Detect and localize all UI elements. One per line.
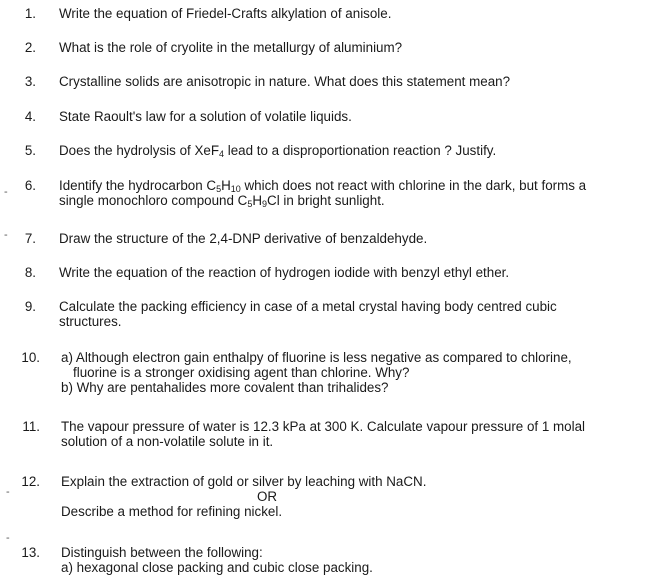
question-text: Crystalline solids are anisotropic in nature. What does this statement mean? [59, 74, 511, 89]
question-text: Write the equation of the reaction of hydrogen iodide with benzyl ethyl ether. [59, 265, 510, 280]
margin-mark: - [4, 186, 8, 198]
margin-mark: - [6, 532, 10, 544]
margin-mark: - [6, 486, 10, 498]
question-number: 8. [24, 265, 36, 280]
question-text: Write the equation of Friedel-Crafts alkylation of anisole. [59, 6, 392, 21]
question-number: 10. [21, 350, 40, 365]
question-number: 5. [24, 143, 36, 158]
or-separator: OR [257, 489, 278, 504]
question-number: 7. [24, 231, 36, 246]
question-number: 6. [24, 178, 36, 193]
question-text: Draw the structure of the 2,4-DNP derivative of benzaldehyde. [59, 231, 428, 246]
question-number: 4. [24, 109, 36, 124]
question-text: Explain the extraction of gold or silver by leaching with NaCN. OR Describe a method for refining nickel. [61, 474, 661, 519]
question-text: The vapour pressure of water is 12.3 kPa at 300 K. Calculate vapour pressure of 1 molal solution of a non-volatile solute in it. [61, 419, 586, 449]
question-number: 1. [24, 6, 36, 21]
question-text: Identify the hydrocarbon $C_5H_{10}$ which does not react with chlorine in the dark, but forms a single monochloro compound $C_5H_9Cl$ in bright sunlight. [59, 178, 587, 209]
question-number: 11. [22, 419, 40, 434]
question-text: State Raoult's law for a solution of volatile liquids. [59, 109, 352, 124]
question-number: 12. [21, 474, 40, 489]
question-number: 9. [24, 299, 36, 314]
question-number: 2. [24, 40, 36, 55]
question-text: Distinguish between the following: a) hexagonal close packing and cubic close packing. [61, 545, 373, 575]
margin-mark: - [4, 229, 8, 241]
question-text: What is the role of cryolite in the metallurgy of aluminium? [59, 40, 403, 55]
question-text: a) Although electron gain enthalpy of fluorine is less negative as compared to chlorine, fluorine is a stronger oxidising agent than chlorine. Why? b) Why are pentahalides more covalent than trihalides? [61, 350, 572, 395]
question-number: 3. [24, 74, 36, 89]
question-number: 13. [21, 545, 40, 560]
question-text: Calculate the packing efficiency in case of a metal crystal having body centred cubic structures. [59, 299, 557, 329]
question-text: Does the hydrolysis of XeF$_4$ lead to a disproportionation reaction ? Justify. [59, 143, 497, 159]
